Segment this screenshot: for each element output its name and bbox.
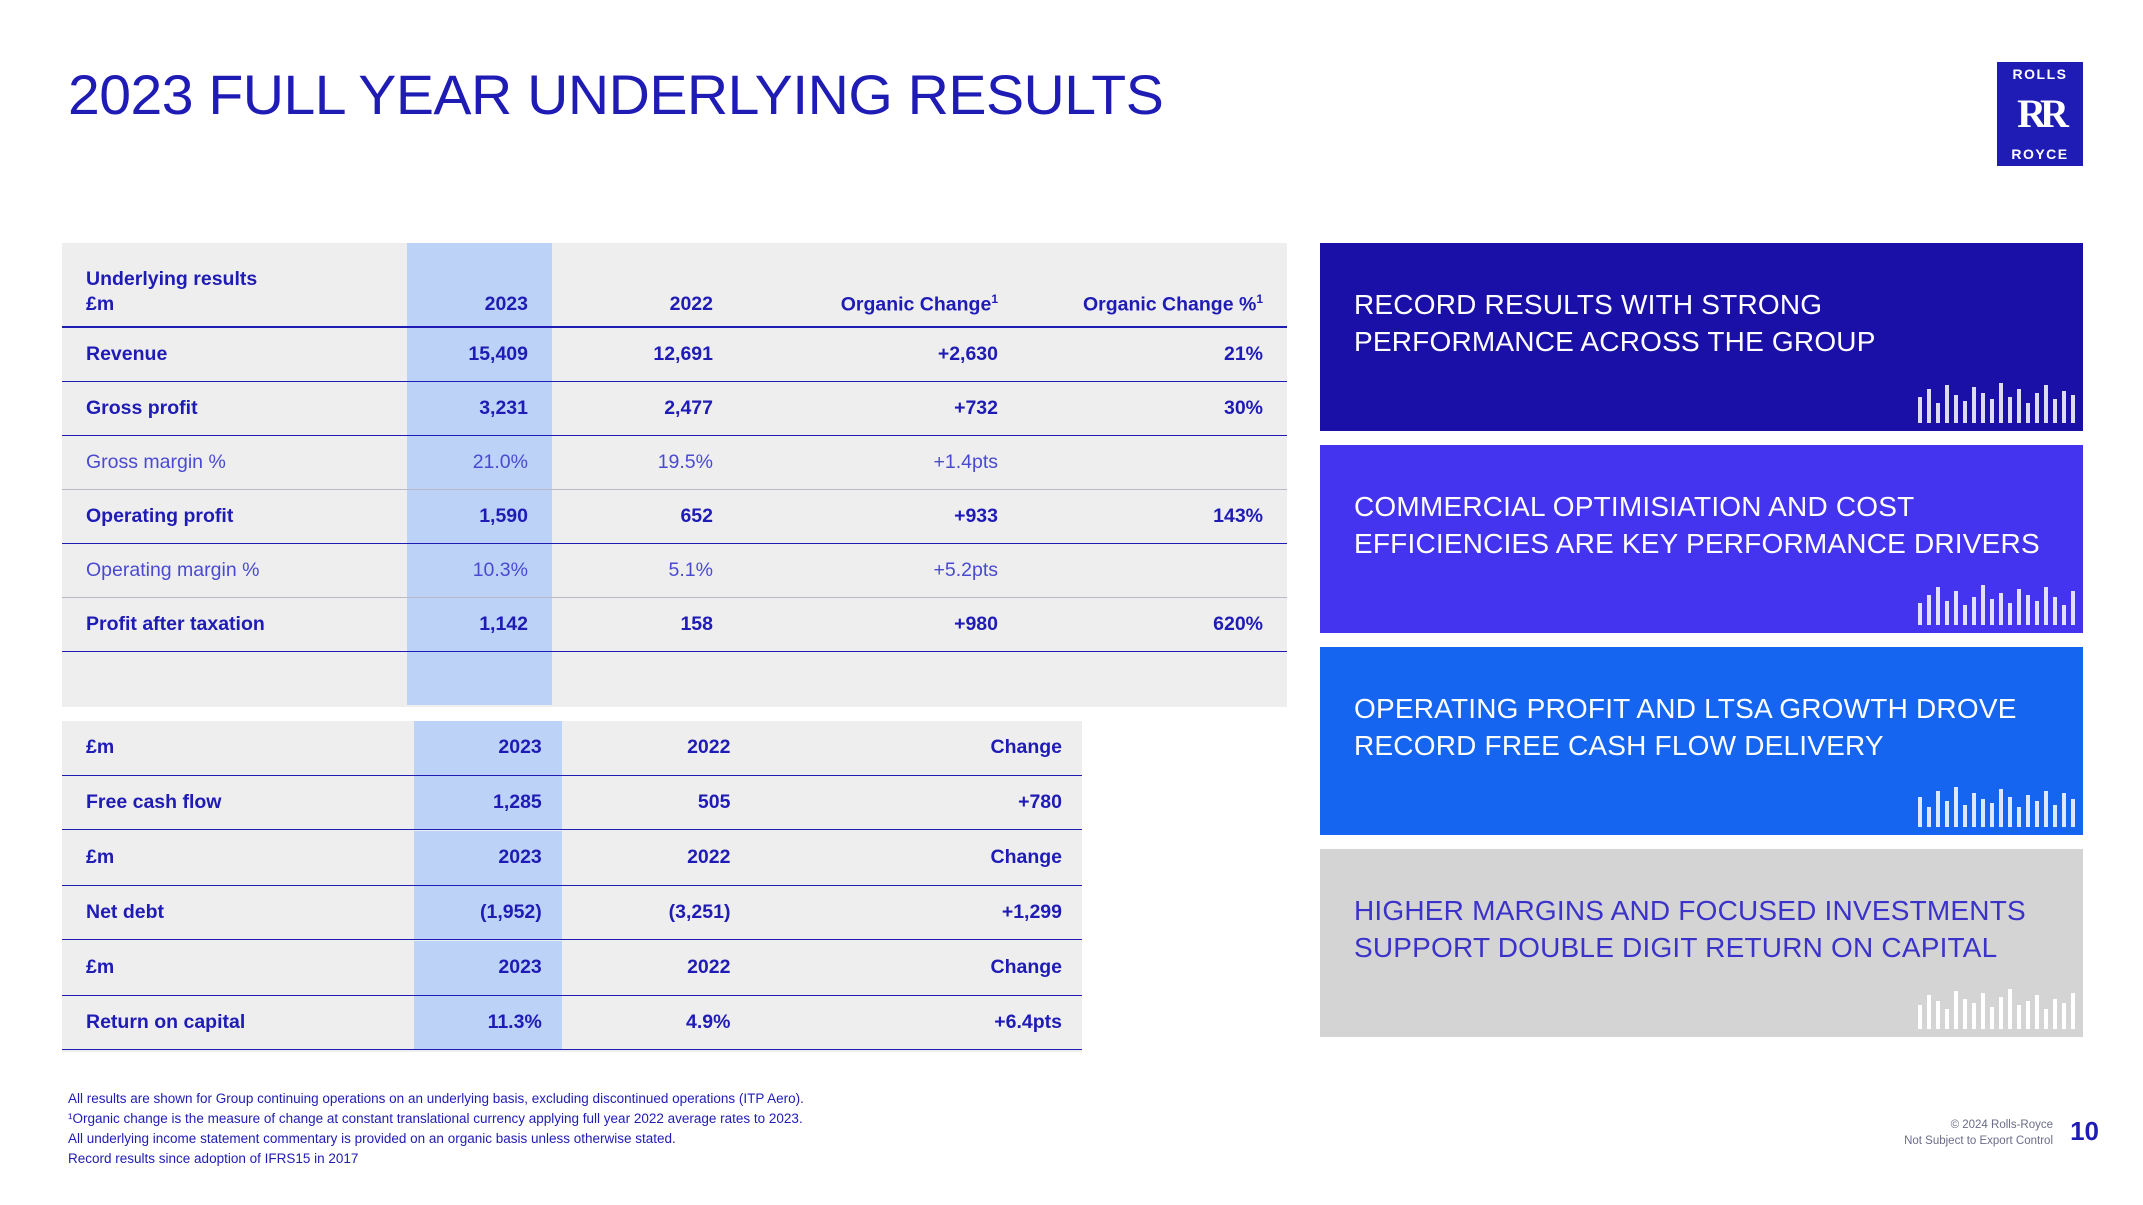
row-2022: (3,251) [562, 885, 751, 939]
row-2022: 2,477 [552, 381, 737, 435]
row-label: Net debt [62, 885, 414, 939]
table-row [62, 597, 1287, 651]
footnote-line-2: ¹Organic change is the measure of change at constant translational currency applying full year 2022 average rates to 2023. [68, 1110, 803, 1126]
footnote-line-1: All results are shown for Group continuing operations on an underlying basis, excluding discontinued operations (ITP Aero). [68, 1091, 804, 1106]
row-2023: 15,409 [407, 327, 552, 381]
header-change: Change [750, 721, 1082, 775]
row-label: Return on capital [62, 995, 414, 1049]
row-organic-change-pct: 143% [1022, 489, 1287, 543]
row-label: Free cash flow [62, 775, 414, 829]
highlight-card-operating-profit [1320, 647, 2083, 835]
header-change: Change [750, 831, 1082, 885]
roce-table [62, 941, 1082, 1050]
header-change: Change [750, 941, 1082, 995]
footnotes [68, 1089, 804, 1169]
highlight-card-commercial-optimisation [1320, 445, 2083, 633]
bar-decoration-icon [1918, 987, 2075, 1029]
header-label-line2: £m [86, 292, 115, 315]
card-text: OPERATING PROFIT AND LTSA GROWTH DROVE RECORD FREE CASH FLOW DELIVERY [1354, 693, 2017, 761]
table-row [62, 543, 1287, 597]
row-2023: 21.0% [407, 435, 552, 489]
row-change: +780 [750, 775, 1082, 829]
table-row [62, 885, 1082, 939]
logo-top-text: ROLLS [2012, 66, 2068, 82]
row-label: Revenue [62, 327, 407, 381]
bar-decoration-icon [1918, 583, 2075, 625]
row-label: Operating margin % [62, 543, 407, 597]
row-2022: 652 [552, 489, 737, 543]
spacer-cell [552, 651, 737, 705]
row-organic-change-pct [1022, 543, 1287, 597]
header-organic-change-pct-text: Organic Change % [1082, 293, 1257, 315]
bar-decoration-icon [1918, 785, 2075, 827]
row-organic-change: +980 [737, 597, 1022, 651]
page-number: 10 [2070, 1116, 2099, 1146]
table-header-row [62, 721, 1082, 775]
row-2022: 5.1% [552, 543, 737, 597]
table-header-row [62, 941, 1082, 995]
net-debt-table [62, 831, 1082, 942]
row-label: Operating profit [62, 489, 407, 543]
row-change: +6.4pts [750, 995, 1082, 1049]
table-row [62, 435, 1287, 489]
table-row [62, 775, 1082, 829]
header-2023: 2023 [414, 941, 562, 995]
row-organic-change-pct: 21% [1022, 327, 1287, 381]
header-organic-change-footnote-marker: 1 [991, 291, 998, 306]
row-2023: (1,952) [414, 885, 562, 939]
main-results-table [62, 243, 1287, 705]
fcf-table [62, 721, 1082, 830]
row-2022: 158 [552, 597, 737, 651]
header-organic-change-pct [1022, 243, 1287, 327]
copyright-line-1: © 2024 Rolls-Royce [1950, 1119, 2053, 1131]
free-cash-flow-table [62, 721, 1082, 832]
table-spacer-row [62, 651, 1287, 705]
row-2023: 1,590 [407, 489, 552, 543]
return-on-capital-table [62, 941, 1082, 1052]
card-text: HIGHER MARGINS AND FOCUSED INVESTMENTS SUPPORT DOUBLE DIGIT RETURN ON CAPITAL [1354, 895, 2026, 963]
header-2022: 2022 [562, 941, 751, 995]
row-label: Gross profit [62, 381, 407, 435]
header-2022: 2022 [562, 721, 751, 775]
row-2022: 4.9% [562, 995, 751, 1049]
row-2023: 1,285 [414, 775, 562, 829]
bar-decoration-icon [1918, 381, 2075, 423]
logo-bottom-text: ROYCE [2011, 146, 2069, 162]
row-2023: 3,231 [407, 381, 552, 435]
logo-monogram: RR [2017, 91, 2063, 136]
header-organic-change-text: Organic Change [840, 293, 992, 315]
table-row [62, 381, 1287, 435]
debt-table [62, 831, 1082, 940]
header-label-line1: Underlying results [86, 268, 258, 291]
header-organic-change [737, 243, 1022, 327]
row-label: Profit after taxation [62, 597, 407, 651]
highlight-card-record-results [1320, 243, 2083, 431]
header-label: £m [62, 721, 414, 775]
row-2023: 10.3% [407, 543, 552, 597]
card-text: COMMERCIAL OPTIMISIATION AND COST EFFICIENCIES ARE KEY PERFORMANCE DRIVERS [1354, 491, 2040, 559]
header-label-cell [62, 243, 407, 327]
footnote-line-4: Record results since adoption of IFRS15 in 2017 [68, 1150, 359, 1166]
header-organic-change-pct-footnote-marker: 1 [1256, 291, 1263, 306]
spacer-cell [737, 651, 1022, 705]
row-change: +1,299 [750, 885, 1082, 939]
row-2023: 1,142 [407, 597, 552, 651]
table-row [62, 327, 1287, 381]
row-organic-change: +5.2pts [737, 543, 1022, 597]
page-title: 2023 FULL YEAR UNDERLYING RESULTS [68, 63, 1164, 126]
spacer-cell [1022, 651, 1287, 705]
table-header-row [62, 831, 1082, 885]
row-2022: 12,691 [552, 327, 737, 381]
header-2023: 2023 [414, 831, 562, 885]
row-label: Gross margin % [62, 435, 407, 489]
table-row [62, 995, 1082, 1049]
spacer-cell [62, 651, 407, 705]
row-2023: 11.3% [414, 995, 562, 1049]
row-organic-change-pct: 30% [1022, 381, 1287, 435]
table-header-row [62, 243, 1287, 327]
footnote-line-3: All underlying income statement commentary is provided on an organic basis unless otherwise stated. [68, 1130, 676, 1146]
header-2022: 2022 [562, 831, 751, 885]
header-2023: 2023 [414, 721, 562, 775]
row-organic-change: +2,630 [737, 327, 1022, 381]
copyright-line-2: Not Subject to Export Control [1904, 1135, 2053, 1148]
row-organic-change: +1.4pts [737, 435, 1022, 489]
row-2022: 19.5% [552, 435, 737, 489]
row-organic-change-pct [1022, 435, 1287, 489]
card-text: RECORD RESULTS WITH STRONG PERFORMANCE ACROSS THE GROUP [1354, 289, 1876, 357]
highlight-card-higher-margins [1320, 849, 2083, 1037]
row-organic-change-pct: 620% [1022, 597, 1287, 651]
row-organic-change: +732 [737, 381, 1022, 435]
header-label: £m [62, 831, 414, 885]
header-2022: 2022 [552, 243, 737, 327]
underlying-results-table [62, 243, 1287, 707]
header-2023: 2023 [407, 243, 552, 327]
header-label: £m [62, 941, 414, 995]
spacer-cell-highlight [407, 651, 552, 705]
table-row [62, 489, 1287, 543]
rolls-royce-logo [1997, 62, 2083, 166]
row-organic-change: +933 [737, 489, 1022, 543]
copyright-notice [1904, 1117, 2053, 1149]
row-2022: 505 [562, 775, 751, 829]
